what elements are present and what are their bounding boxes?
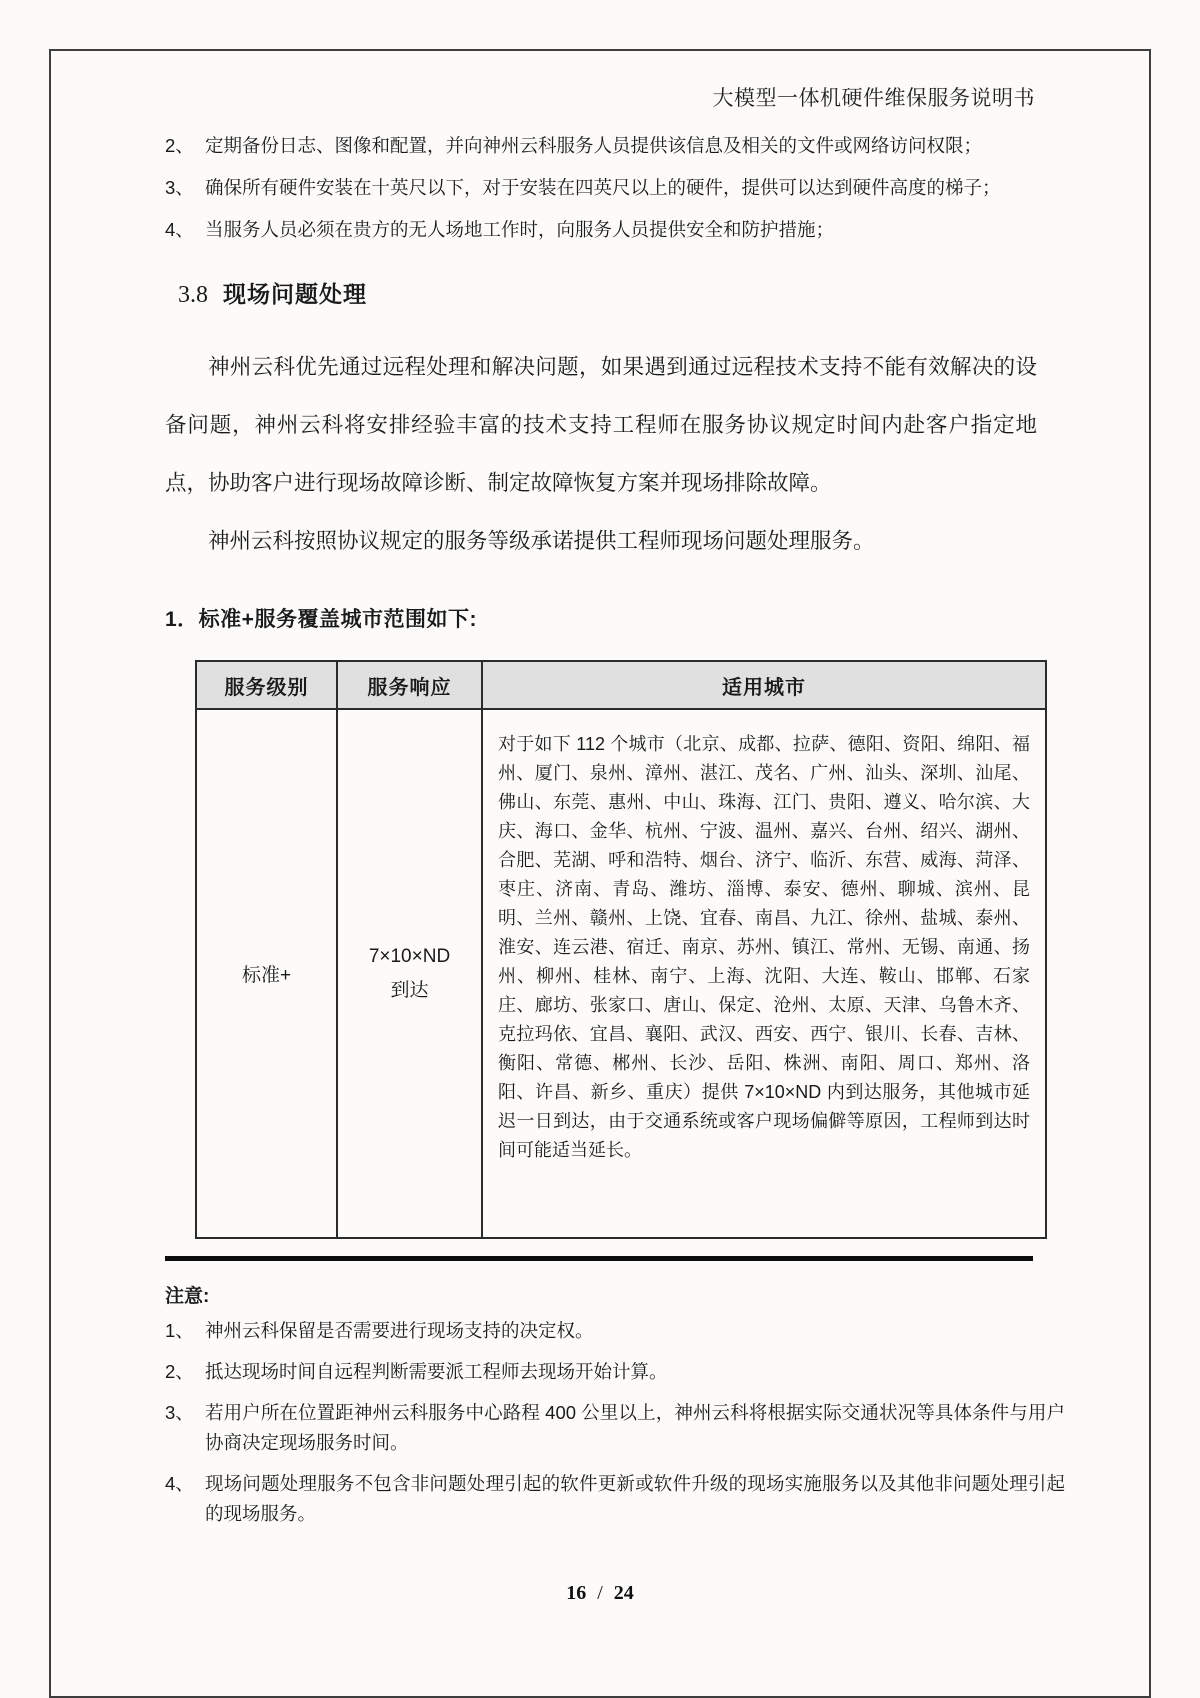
- paragraph: 神州云科按照协议规定的服务等级承诺提供工程师现场问题处理服务。: [208, 529, 875, 553]
- service-response-line1: 7×10×ND: [368, 945, 451, 967]
- current-page-number: 16: [566, 1582, 587, 1604]
- note-item-text: 抵达现场时间自远程判断需要派工程师去现场开始计算。: [205, 1361, 668, 1382]
- cell-service-response: [337, 709, 482, 1238]
- coverage-heading: 1．标准+服务覆盖城市范围如下:: [165, 608, 477, 631]
- list-item-text: 定期备份日志、图像和配置，并向神州云科服务人员提供该信息及相关的文件或网络访问权限；: [205, 135, 983, 156]
- total-page-count: 24: [613, 1582, 634, 1604]
- list-item-number: 4、: [165, 219, 194, 240]
- note-item-text: 现场问题处理服务不包含非问题处理引起的软件更新或软件升级的现场实施服务以及其他非问题处理引起的现场服务。: [205, 1473, 1065, 1524]
- page-separator: /: [597, 1582, 603, 1604]
- cell-applicable-cities: 对于如下 112 个城市（北京、成都、拉萨、德阳、资阳、绵阳、福州、厦门、泉州、漳州、湛江、茂名、广州、汕头、深圳、汕尾、佛山、东莞、惠州、中山、珠海、江门、贵阳、遵义、哈尔滨、大庆、海口、金华、杭州、宁波、温州、嘉兴、台州、绍兴、湖州、合肥、芜湖、呼和浩特、烟台、济宁、临沂、东营、威海、菏泽、枣庄、济南、青岛、潍坊、淄博、泰安、德州、聊城、滨州、昆明、兰州、赣州、上饶、宜春、南昌、九江、徐州、盐城、泰州、淮安、连云港、宿迁、南京、苏州、镇江、常州、无锡、南通、扬州、柳州、桂林、南宁、上海、沈阳、大连、鞍山、邯郸、石家庄、廊坊、张家口、唐山、保定、沧州、太原、天津、乌鲁木齐、克拉玛依、宜昌、襄阳、武汉、西安、西宁、银川、长春、吉林、衡阳、常德、郴州、长沙、岳阳、株洲、南阳、周口、郑州、洛阳、许昌、新乡、重庆）提供 7×10×ND 内到达服务，其他城市延迟一日到达，由于交通系统或客户现场偏僻等原因，工程师到达时间可能适当延长。: [482, 709, 1046, 1238]
- coverage-table: [195, 660, 1047, 1239]
- prerequisite-list: [165, 134, 1050, 260]
- note-item-number: 3、: [165, 1402, 194, 1423]
- horizontal-divider: [165, 1256, 1033, 1261]
- section-heading-3-8: [178, 276, 367, 309]
- section-title: 现场问题处理: [223, 281, 367, 307]
- note-item: [165, 1357, 1065, 1387]
- table-header-service-level: 服务级别: [196, 661, 337, 709]
- table-header-row: [196, 661, 1046, 709]
- notes-list: [165, 1316, 1065, 1540]
- page-footer: [0, 1582, 1200, 1605]
- list-item-number: 3、: [165, 177, 194, 198]
- note-item-text: 神州云科保留是否需要进行现场支持的决定权。: [205, 1320, 594, 1341]
- list-item: [165, 176, 1050, 199]
- note-item-number: 2、: [165, 1361, 194, 1382]
- list-item-text: 当服务人员必须在贵方的无人场地工作时，向服务人员提供安全和防护措施；: [205, 219, 835, 240]
- note-item-number: 4、: [165, 1473, 194, 1494]
- table-header-service-response: 服务响应: [337, 661, 482, 709]
- note-item-text: 若用户所在位置距神州云科服务中心路程 400 公里以上，神州云科将根据实际交通状况等具体条件与用户协商决定现场服务时间。: [205, 1402, 1065, 1453]
- notes-heading: 注意:: [165, 1286, 210, 1307]
- list-item: [165, 134, 1050, 157]
- list-item-number: 2、: [165, 135, 194, 156]
- list-item-text: 确保所有硬件安装在十英尺以下，对于安装在四英尺以上的硬件，提供可以达到硬件高度的梯子；: [205, 177, 1001, 198]
- note-item-number: 1、: [165, 1320, 194, 1341]
- cell-service-level: 标准+: [196, 709, 337, 1238]
- note-item: [165, 1398, 1065, 1458]
- table-header-applicable-cities: 适用城市: [482, 661, 1046, 709]
- section-number: 3.8: [178, 282, 208, 308]
- paragraph: 神州云科优先通过远程处理和解决问题，如果遇到通过远程技术支持不能有效解决的设备问题，神州云科将安排经验丰富的技术支持工程师在服务协议规定时间内赴客户指定地点，协助客户进行现场故障诊断、制定故障恢复方案并现场排除故障。: [165, 355, 1037, 495]
- table-row: [196, 709, 1046, 1238]
- list-item: [165, 218, 1050, 241]
- service-response-line2: 到达: [390, 979, 429, 1001]
- note-item: [165, 1316, 1065, 1346]
- note-item: [165, 1469, 1065, 1529]
- document-header-title: 大模型一体机硬件维保服务说明书: [712, 86, 1035, 110]
- section-body: [165, 338, 1037, 570]
